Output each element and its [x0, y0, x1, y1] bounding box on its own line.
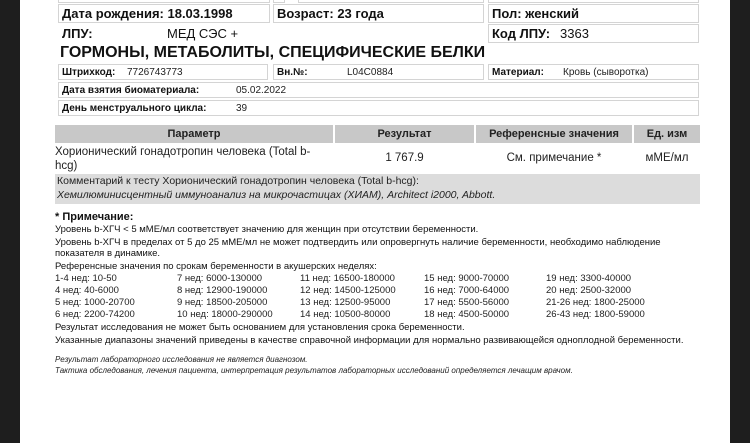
- material-label: Материал:: [492, 67, 544, 78]
- internal-no-cell: [273, 64, 484, 80]
- ref-item: 17 нед: 5500-56000: [424, 297, 510, 308]
- disclaimer-line-1: Результат лабораторного исследования не является диагнозом.: [55, 355, 308, 364]
- ref-item: 26-43 нед: 1800-59000: [546, 309, 645, 320]
- ref-item: 20 нед: 2500-32000: [546, 285, 632, 296]
- header-unit: Ед. изм: [634, 125, 700, 143]
- note-title: * Примечание:: [55, 211, 134, 223]
- lpu-code-label: Код ЛПУ:: [492, 26, 551, 41]
- ref-item: 8 нед: 12900-190000: [177, 285, 268, 296]
- ref-item: 4 нед: 40-6000: [55, 285, 119, 296]
- sex: Пол: женский: [492, 6, 580, 21]
- barcode-label: Штрихкод:: [62, 67, 116, 78]
- header-parameter: Параметр: [55, 125, 333, 143]
- collection-date-label: Дата взятия биоматериала:: [62, 85, 200, 96]
- cycle-day-label: День менструального цикла:: [62, 103, 207, 114]
- internal-no-label: Вн.№:: [277, 67, 308, 78]
- age: Возраст: 23 года: [277, 6, 384, 21]
- ref-item: 19 нед: 3300-40000: [546, 273, 632, 284]
- section-title: ГОРМОНЫ, МЕТАБОЛИТЫ, СПЕЦИФИЧЕСКИЕ БЕЛКИ: [60, 44, 486, 61]
- birth-date: Дата рождения: 18.03.1998: [62, 6, 233, 21]
- ref-item: 7 нед: 6000-130000: [177, 273, 263, 284]
- cycle-day-cell: [58, 100, 699, 116]
- cycle-day-value: 39: [236, 103, 248, 114]
- lpu-value: МЕД СЭС +: [167, 26, 239, 41]
- ref-item: 16 нед: 7000-64000: [424, 285, 510, 296]
- note-line-4: Результат исследования не может быть основанием для установления срока беременности.: [55, 322, 465, 333]
- result-reference: См. примечание *: [506, 152, 602, 164]
- ref-item: 1-4 нед: 10-50: [55, 273, 117, 284]
- result-unit: мМЕ/мл: [645, 152, 689, 164]
- barcode-value: 7726743773: [127, 67, 183, 78]
- header-result: Результат: [335, 125, 474, 143]
- birth-date-cell: [58, 4, 270, 23]
- ref-item: 10 нед: 18000-290000: [177, 309, 273, 320]
- age-cell: [273, 4, 484, 23]
- header-reference: Референсные значения: [476, 125, 632, 143]
- barcode-cell: [58, 64, 268, 80]
- comment-title: Комментарий к тесту Хорионический гонадотропин человека (Total b-hcg):: [57, 175, 419, 187]
- ref-item: 13 нед: 12500-95000: [300, 297, 391, 308]
- top-cut-row-2: [273, 0, 285, 3]
- note-line-1: Уровень b-ХГЧ < 5 мМЕ/мл соответствует значению для женщин при отсутствии беременности.: [55, 224, 479, 235]
- internal-no-value: L04C0884: [347, 67, 394, 78]
- ref-item: 5 нед: 1000-20700: [55, 297, 135, 308]
- collection-date-cell: [58, 82, 699, 98]
- material-value: Кровь (сыворотка): [563, 67, 649, 78]
- ref-item: 21-26 нед: 1800-25000: [546, 297, 645, 308]
- top-cut-row-4: [488, 0, 699, 3]
- ref-item: 18 нед: 4500-50000: [424, 309, 510, 320]
- ref-item: 15 нед: 9000-70000: [424, 273, 510, 284]
- ref-item: 12 нед: 14500-125000: [300, 285, 396, 296]
- note-line-5: Указанные диапазоны значений приведены в качестве справочной информации для нормально развивающейся одноплодной беременности.: [55, 335, 684, 346]
- lpu-label: ЛПУ:: [62, 26, 93, 41]
- ref-item: 11 нед: 16500-180000: [300, 273, 395, 284]
- ref-item: 14 нед: 10500-80000: [300, 309, 391, 320]
- collection-date-value: 05.02.2022: [236, 85, 287, 96]
- ref-item: 6 нед: 2200-74200: [55, 309, 135, 320]
- lpu-code-value: 3363: [560, 26, 589, 41]
- lpu-code-cell: [488, 24, 699, 43]
- comment-method: Хемилюминисцентный иммуноанализ на микрочастицах (ХИАМ), Architect i2000, Abbott.: [57, 189, 496, 201]
- disclaimer-line-2: Тактика обследования, лечения пациента, интерпретация результатов лабораторных исследований определяется лечащим врачом.: [55, 366, 573, 375]
- note-line-2: Уровень b-ХГЧ в пределах от 5 до 25 мМЕ/мл не может подтвердить или опровергнуть наличие беременности, необходимо наблюдение: [55, 237, 661, 248]
- ref-item: 9 нед: 18500-205000: [177, 297, 268, 308]
- sex-cell: [488, 4, 699, 23]
- result-parameter: Хорионический гонадотропин человека (Total b-hcg): [55, 146, 311, 172]
- ref-title: Референсные значения по срокам беременности в акушерских неделях:: [55, 261, 377, 272]
- top-cut-row-3: [298, 0, 484, 3]
- top-cut-row: [58, 0, 270, 3]
- result-value: 1 767.9: [385, 152, 424, 164]
- note-line-3: показателя в динамике.: [55, 248, 161, 259]
- lpu-cell: [58, 24, 484, 43]
- material-cell: [488, 64, 699, 80]
